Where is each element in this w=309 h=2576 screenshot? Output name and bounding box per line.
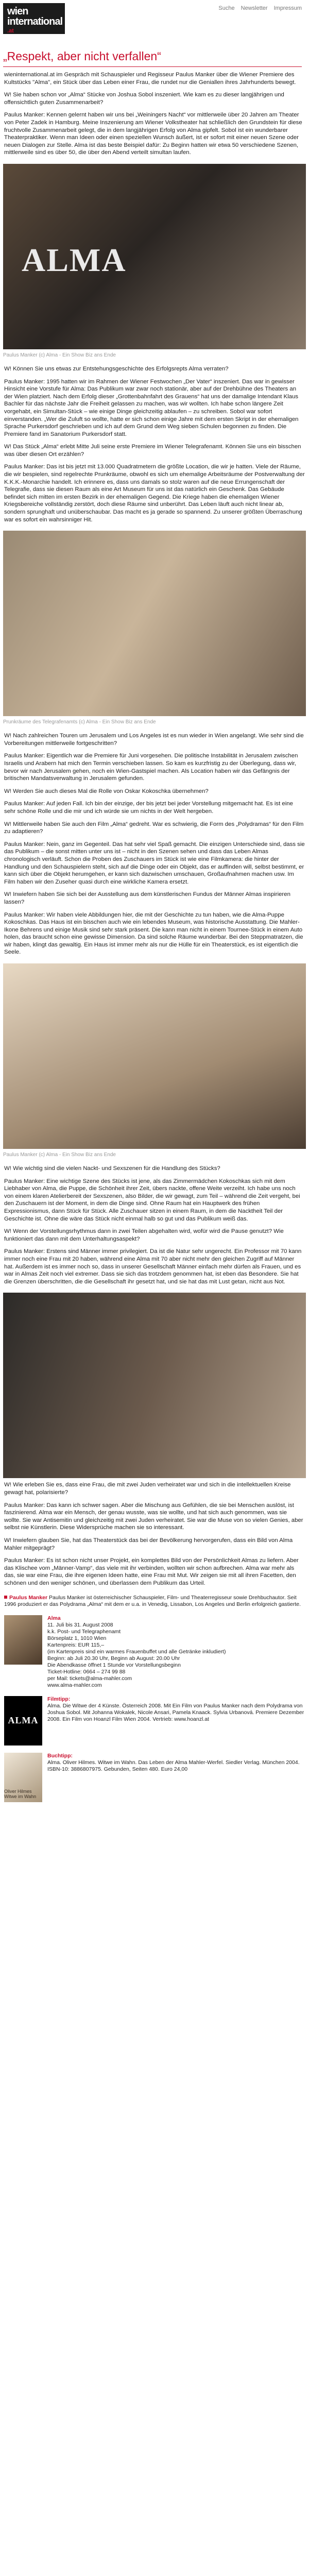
answer-8: Paulus Manker: Eine wichtige Szene des Stücks ist jene, als das Zimmermädchen Kokoschkas sich mit dem Liebhaber von Alma, die Puppe, die Schönheit ihrer Zeit, übers nackte, offene Weite verzeiht. Ich habe uns noch von einem klaren Atelierbereit der Sexszenen, also Bilder, die wir gewagt, zum Teil – während die Zeit vergeht, bei den Zuschauern ist der Moment, in dem die Dinge sind. Ohne Raum hat ein Hauptwerk des frühen Expressionismus, dann Stück für Stück. Alle Zuschauer sitzen in einem Raum, in dem die Nacktheit Teil der Geschichte ist. Ohne die wäre das Stück nicht einmal halb so gut und das Publikum weiß das. — [4, 1178, 300, 1222]
answer-2: Paulus Manker: 1995 hatten wir im Rahmen der Wiener Festwochen „Der Vater“ inszeniert. Das war in gewisser Hinsicht eine Vorstufe für Alma: Das Publikum war zwar noch stationär, aber auf der Drehbühne des Theaters an der Wien platziert. Nach dem Erfolg dieser „Grottenbahnfahrt des Grauens“ hat uns der damalige Intendant Klaus Bachler für das nächste Jahr die Freiheit gelassen zu machen, was wir wollten. Ich habe schon längere Zeit vorgehabt, ein Simultan-Stück – wie einige Dinge gleichzeitig ablaufen – zu schreiben. Sobol war sofort einverstanden. „Wer die Zuluft so wollte, hatte er sich schon einige Jahre mit dem ersten Skript in der ehemaligen Sprache Purkersdorf geschrieben und ich auf dem Grund dem Weg sieben Schulen begonnen zu finden. Die Premiere fand im Sanatorium Purkersdorf statt. — [4, 378, 299, 437]
answer-9: Paulus Manker: Erstens sind Männer immer privilegiert. Da ist die Natur sehr ungerecht. Ein Professor mit 70 kann immer noch eine Frau mit 20 haben, während eine Alma mit 70 aber nicht mehr den gleichen Zugriff auf Männer hat. Außerdem ist es immer noch so, dass in unserer Gesellschaft Männer einfach mehr dürfen als Frauen, und es war in Almas Zeit noch viel extremer. Dass sie sich das trotzdem genommen hat, ist eben das Besondere. Sie hat die Grenzen überschritten, die die Gesellschaft ihr gesetzt hat, und sie hat das mit Lust getan, nicht aus Not. — [4, 1248, 302, 1285]
logo-line-1: wien — [7, 6, 28, 17]
film-heading: Filmtipp: — [47, 1696, 71, 1702]
film-text: Alma. Die Witwe der 4 Künste. Österreich 2008. Mit Ein Film von Paulus Manker nach dem Polydrama von Joshua Sobol. Mit Johanna Wokalek, Nicole Ansari, Pamela Knaack. Sylvia Urbanová. Premiere Dezember 2008. Ein Film von Hoanzl Film Wien 2004. Vertrieb: www.hoanzl.at — [47, 1702, 304, 1722]
event-email[interactable]: per Mail: tickets@alma-mahler.com — [47, 1675, 132, 1682]
title-divider — [3, 66, 302, 67]
answer-5: Paulus Manker: Auf jeden Fall. Ich bin der einzige, der bis jetzt bei jeder Vorstellung mitgemacht hat. Es ist eine sehr schöne Rolle und die mir und ich würde sie um nichts in der Welt hergeben. — [4, 801, 293, 815]
event-box — [4, 1615, 305, 1689]
header-link-newsletter[interactable]: Newsletter — [241, 5, 268, 11]
event-address: Börseplatz 1, 1010 Wien — [47, 1635, 107, 1641]
event-times: Beginn: ab Juli 20.30 Uhr, Beginn ab August: 20.00 Uhr — [47, 1655, 180, 1662]
article-block-5 — [4, 1481, 305, 1587]
book-text: Alma. Oliver Hilmes. Witwe im Wahn. Das Leben der Alma Mahler-Werfel. Siedler Verlag. München 2004. ISBN-10: 3886807975. Gebunden, Seiten 480. Euro 24,00 — [47, 1759, 300, 1772]
photo-paulus-manker — [3, 164, 306, 349]
article-intro-block — [4, 71, 305, 157]
site-logo[interactable] — [3, 3, 65, 34]
film-thumbnail: ALMA — [4, 1696, 42, 1745]
article-block-3 — [4, 732, 305, 956]
answer-4: Paulus Manker: Eigentlich war die Premiere für Juni vorgesehen. Die politische Instabilität in Jerusalem zwischen Israelis und Arabern hat mich den Termin verschieben lassen. So kam es kurzfristig zu der Überlegung, dass wir, bevor wir nach Jerusalem gehen, noch ein Wien-Gastspiel machen. Als Location haben wir das Gefängnis der britischen Mandatsverwaltung in Jerusalem gefunden. — [4, 753, 298, 782]
event-dates: 11. Juli bis 31. August 2008 — [47, 1621, 113, 1628]
alma-photo-mark: ALMA — [22, 241, 127, 278]
book-thumbnail: Oliver Hilmes Witwe im Wahn — [4, 1753, 42, 1802]
question-5: W! Werden Sie auch dieses Mal die Rolle von Oskar Kokoschka übernehmen? — [4, 788, 209, 794]
header — [0, 0, 309, 44]
logo-line-2: international — [7, 16, 63, 27]
answer-11: Paulus Manker: Es ist schon nicht unser Projekt, ein komplettes Bild von der Persönlichkeit Almas zu liefern. Aber das Klischee vom „Männer-Vamp“, das viele mit ihr verbinden, wollten wir schon aufbrechen. Alma war mehr als das, sie war eine Frau, die ihre eigenen Ideen hatte, eine Frau mit Mut. Wir zeigen sie mit all ihren Facetten, den schönen und den weniger schönen, und überlassen dem Publikum das Urteil. — [4, 1557, 299, 1586]
event-thumbnail — [4, 1615, 42, 1665]
event-doors: Die Abendkasse öffnet 1 Stunde vor Vorstellungsbeginn — [47, 1662, 181, 1668]
event-info — [47, 1615, 226, 1689]
question-6: W! Mittlerweile haben Sie auch den Film „Alma“ gedreht. War es schwierig, die Form des „Polydramas“ für den Film zu adaptieren? — [4, 821, 304, 835]
bio-bullet-icon — [4, 1596, 7, 1599]
article-intro: wieninternational.at im Gespräch mit Schauspieler und Regisseur Paulus Manker über die Wiener Premiere des Kultstücks "Alma", ein Stück über das Leben einer Frau, die rundet nur die Geniallen ihres Jahrhunderts bewegt. — [4, 72, 296, 86]
article-block-2 — [4, 365, 305, 523]
question-3: W! Das Stück „Alma“ erlebt Mitte Juli seine erste Premiere im Wiener Telegrafenamt. Können Sie uns ein bisschen was über diesen Ort erzählen? — [4, 444, 301, 457]
logo-line-3: .at — [7, 28, 14, 34]
book-info — [47, 1753, 305, 1773]
question-11: W! Inwiefern glauben Sie, hat das Theaterstück das bei der Bevölkerung hervorgerufen, dass ein Bild von Alma Mahler mitgeprägt? — [4, 1537, 293, 1551]
film-info — [47, 1696, 305, 1723]
article-block-4 — [4, 1165, 305, 1285]
answer-7: Paulus Manker: Wir haben viele Abbildungen hier, die mit der Geschichte zu tun haben, wie die Alma-Puppe Kokoschkas. Das Haus ist ein bisschen auch wie ein lebendes Museum, was historische Ausstattung. Die Mahler-Ikone Behrens und einige Musik sind sehr stark präsent. Die kann man nicht in einem Tournee-Stück in einem Auto holen, das braucht schon eine gewisse Dimension. Da sind solche Räume wunderbar. Bei den Steppmatratzen, die wir haben, klingt das gewaltig. Ein Haus ist immer mehr als nur die Hülle für ein Theaterstück, es ist eigentlich die Seele. — [4, 911, 303, 956]
photo-telegrafenamt — [3, 531, 306, 716]
answer-6: Paulus Manker: Nein, ganz im Gegenteil. Das hat sehr viel Spaß gemacht. Die einzigen Unterschiede sind, dass sie das Publikum – die sonst mitten unter uns ist – nicht in den Szenen sehen und dass das Leben Almas chronologisch verläuft. Schon die Proben des Zuschauers im Stück ist wie eine Filmkamera: die hinter der Handlung und den Schauspielern steht, sich auf die Dinge oder ein Objekt, das er auffinden will, selbst bestimmt, er kann sich über die Objekt herumgehen, er kann sich dazwischen umschauen, Großaufnahmen machen usw. Im Film haben wir den Zuseher quasi durch eine wirkliche Kamera ersetzt. — [4, 841, 305, 885]
event-title: Alma — [47, 1615, 61, 1621]
bio-block — [4, 1595, 305, 1608]
question-8: W! Wie wichtig sind die vielen Nackt- und Sexszenen für die Handlung des Stücks? — [4, 1165, 220, 1172]
question-2: W! Können Sie uns etwas zur Entstehungsgeschichte des Erfolgsrepts Alma verraten? — [4, 365, 229, 372]
bio-text: Paulus Manker ist österreichischer Schauspieler, Film- und Theaterregisseur sowie Drehbuchautor. Seit 1996 produziert er das Polydrama „Alma“ mit dem er u.a. in Venedig, Lissabon, Los Angeles und Berlin erfolgreich gastierte. — [4, 1594, 301, 1607]
bio-name: Paulus Manker — [9, 1594, 48, 1601]
question-7: W! Inwiefern haben Sie sich bei der Ausstellung aus dem künstlerischen Fundus der Männer Almas inspirieren lassen? — [4, 891, 290, 905]
event-web[interactable]: www.alma-mahler.com — [47, 1682, 102, 1688]
header-link-search[interactable]: Suche — [218, 5, 235, 11]
caption-2: Prunkräume des Telegrafenamts (c) Alma - Ein Show Biz ans Ende — [3, 719, 156, 725]
question-9: W! Wenn der Vorstellungsrhythmus dann in zwei Teilen abgehalten wird, wofür wird die Pause genutzt? Wie funktioniert das dann mit dem Unterhaltungsaspekt? — [4, 1228, 284, 1242]
film-box — [4, 1696, 305, 1745]
event-prices: Kartenpreis: EUR 115,– — [47, 1641, 105, 1648]
book-heading: Buchtipp: — [47, 1752, 73, 1759]
answer-1: Paulus Manker: Kennen gelernt haben wir uns bei „Weiningers Nacht“ vor mittlerweile über 20 Jahren am Theater von Peter Zadek in Hamburg. Meine Inszenierung am Wiener Volkstheater hat schließlich den Grundstein für diese fruchtvolle Zusammenarbeit gelegt, die in dem langjährigen Erfolg von Alma gipfelt. Sobol ist ein wunderbarer Theaterpraktiker. Wenn man Ideen oder einen speziellen Wunsch äußert, ist er sofort mit einer neuen Szene oder neuen Dialogen zur Stelle. Alma ist das beste Beispiel dafür: Zu Beginn hatten wir etwa 50 verschiedene Szenen, mittlerweile sind es über 50, die über den Abend verteilt simultan laufen. — [4, 112, 302, 156]
question-1: W! Sie haben schon vor „Alma“ Stücke von Joshua Sobol inszeniert. Wie kam es zu dieser langjährigen und offensichtlich guten Zusammenarbeit? — [4, 92, 284, 106]
article-title: „Respekt, aber nicht verfallen“ — [3, 49, 161, 63]
question-10: W! Wie erleben Sie es, dass eine Frau, die mit zwei Juden verheiratet war und sich in die intellektuellen Kreise gewagt hat, polarisierte? — [4, 1482, 291, 1496]
event-venue: k.k. Post- und Telegraphenamt — [47, 1628, 121, 1635]
answer-10: Paulus Manker: Das kann ich schwer sagen. Aber die Mischung aus Gefühlen, die sie bei Menschen auslöst, ist faszinierend. Alma war ein Mensch, der genau wusste, was sie wollte, und hat sich auch genommen, was sie wollte. Sie war Antisemitin und gleichzeitig mit zwei Juden verheiratet. Sie war die Muse von so vielen Genies, aber selbst nie Künstlerin. Diese Widersprüche machen sie so interessant. — [4, 1502, 303, 1531]
header-link-imprint[interactable]: Impressum — [273, 5, 302, 11]
book-box — [4, 1753, 305, 1802]
question-4: W! Nach zahlreichen Touren um Jerusalem und Los Angeles ist es nun wieder in Wien angelangt. Wie sehr sind die Vorbereitungen mittlerweile fortgeschritten? — [4, 733, 304, 747]
caption-3: Paulus Manker (c) Alma - Ein Show Biz ans Ende — [3, 1152, 116, 1158]
header-links — [218, 5, 302, 11]
event-tickets: Ticket-Hotline: 0664 – 274 99 88 — [47, 1668, 126, 1675]
event-note: (im Kartenpreis sind ein warmes Frauenbuffet und alle Getränke inkludiert) — [47, 1648, 226, 1655]
photo-scene-4 — [3, 1293, 306, 1478]
photo-scene-3 — [3, 963, 306, 1149]
answer-3: Paulus Manker: Das ist bis jetzt mit 13.000 Quadratmetern die größte Location, die wir je hatten. Viele der Räume, die wir bespielen, sind regelrechte Prunkräume, obwohl es sich um ehemalige Arbeitsräume der Postverwaltung der K.K.K.-Monarchie handelt. Ich erinnere es, dass uns damals so stolz waren auf die neue Errungenschaft der Telegrafie, dass sie diesen Raum als eine Art Museum für uns ist das natürlich ein Geschenk. Das Gebäude befindet sich mitten im ersten Bezirk in der ehemaligen Gegend. Die Kriege haben die ehemaligen Wiener Kriegsbereiche vollständig zerstört, doch diese Räume sind unberührt. Das Leben läuft auch nicht linear ab, sondern sprunghaft und unüberschaubar. Das macht es ja gerade so spannend. Zu unserer größten Überraschung war es sofort ein wahrsinniger Hit. — [4, 464, 305, 523]
caption-1: Paulus Manker (c) Alma - Ein Show Biz ans Ende — [3, 352, 116, 358]
